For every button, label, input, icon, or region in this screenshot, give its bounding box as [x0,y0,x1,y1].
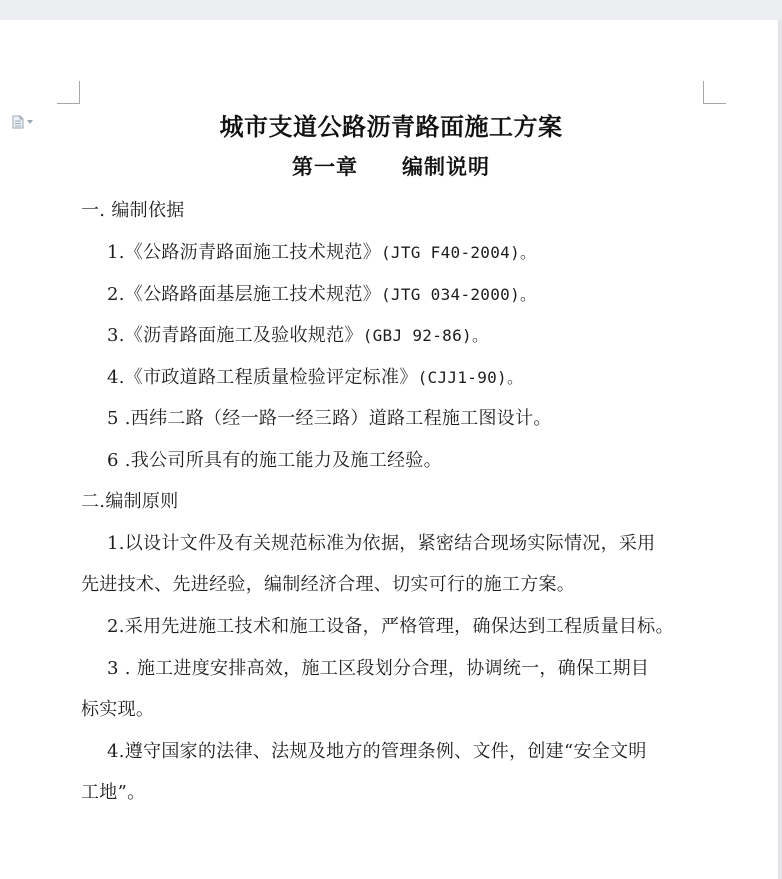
chapter-heading [0,151,782,181]
list-item: 5 .西纬二路（经一路一经三路）道路工程施工图设计。 [107,408,552,429]
paragraph-line: 4.遵守国家的法律、法规及地方的管理条例、文件，创建“安全文明 [107,741,647,762]
list-item: 6 .我公司所具有的施工能力及施工经验。 [107,450,442,471]
section-heading: 一. 编制依据 [81,200,185,221]
document-title: 城市支道公路沥青路面施工方案 [219,112,563,141]
paragraph-line: 1.以设计文件及有关规范标准为依据，紧密结合现场实际情况，采用 [107,533,656,554]
paragraph-line: 标实现。 [81,699,155,720]
paragraph-line: 2.采用先进施工技术和施工设备，严格管理，确保达到工程质量目标。 [107,616,674,637]
top-left-margin-mark [57,81,80,104]
chapter-label: 第一章 [292,154,358,179]
list-item: 1.《公路沥青路面施工技术规范》(JTG F40-2004)。 [107,242,537,263]
list-item: 4.《市政道路工程质量检验评定标准》(CJJ1-90)。 [107,367,524,388]
section-heading: 二.编制原则 [81,491,179,512]
paragraph-line: 工地”。 [81,782,146,803]
paragraph-line: 3 . 施工进度安排高效，施工区段划分合理，协调统一，确保工期目 [107,658,650,679]
list-item: 2.《公路路面基层施工技术规范》(JTG 034-2000)。 [107,284,537,305]
list-item: 3.《沥青路面施工及验收规范》(GBJ 92-86)。 [107,325,489,346]
chapter-title: 编制说明 [402,154,490,179]
window-top-bar [0,0,782,21]
paragraph-line: 先进技术、先进经验，编制经济合理、切实可行的施工方案。 [81,574,576,595]
top-right-margin-mark [703,81,726,104]
